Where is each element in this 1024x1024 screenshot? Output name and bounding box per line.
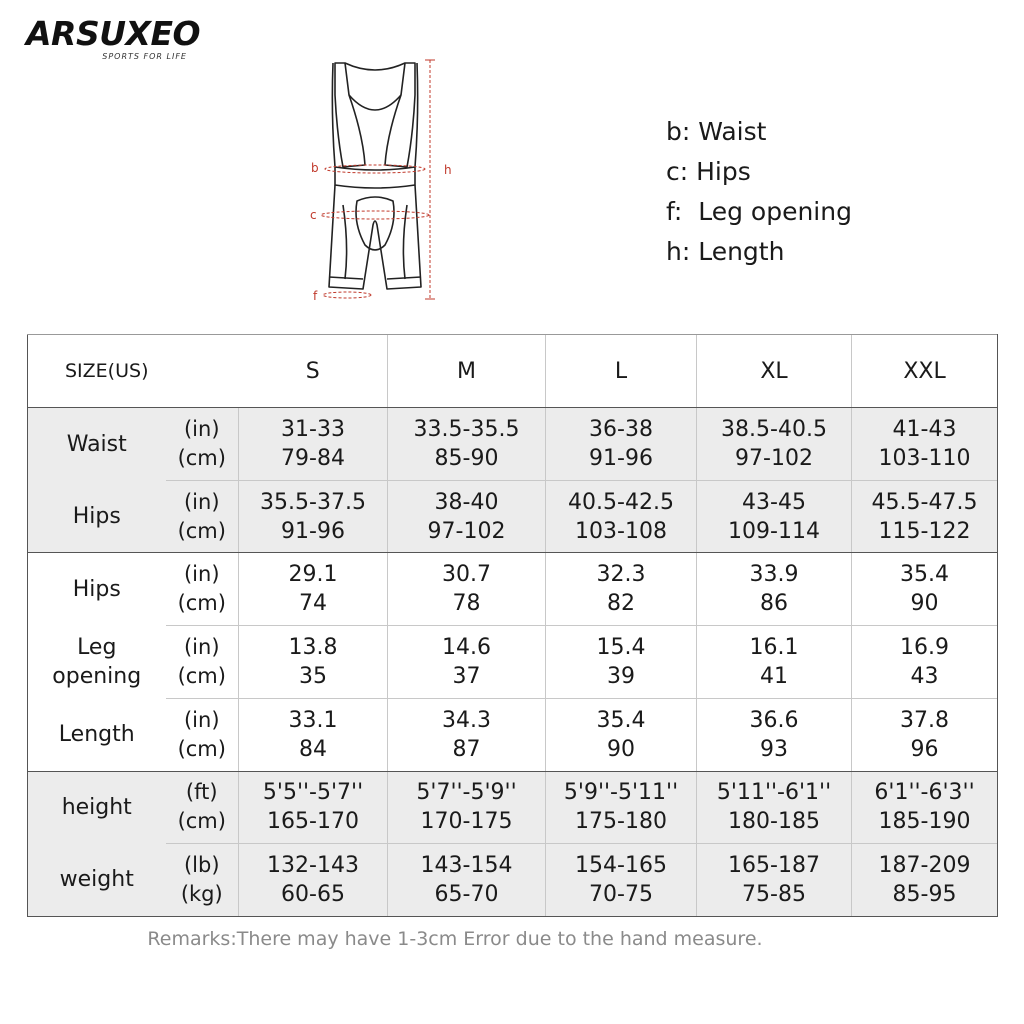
value-primary: 40.5-42.5 xyxy=(568,489,674,515)
value-secondary: 43 xyxy=(910,663,939,689)
value-primary: 45.5-47.5 xyxy=(871,489,978,515)
size-header-cell: M xyxy=(388,335,546,408)
value-cell xyxy=(388,771,546,844)
value-secondary: 103-108 xyxy=(575,518,667,544)
value-primary: 13.8 xyxy=(288,634,338,660)
value-cell xyxy=(239,626,388,699)
unit-label: (cm) xyxy=(177,809,226,834)
value-secondary: 86 xyxy=(760,591,789,617)
value-cell xyxy=(697,844,852,917)
measurement-label-line: Length xyxy=(58,721,135,747)
value-primary: 165-187 xyxy=(728,853,820,879)
value-cell xyxy=(852,553,998,626)
value-primary: 143-154 xyxy=(420,853,513,879)
value-primary: 33.1 xyxy=(288,707,338,733)
value-secondary: 85-95 xyxy=(892,882,957,908)
value-primary: 38.5-40.5 xyxy=(721,416,827,442)
legend-item: h: Length xyxy=(666,237,785,266)
unit-label: (cm) xyxy=(177,445,226,470)
value-secondary: 115-122 xyxy=(878,518,971,544)
unit-cell xyxy=(166,698,239,771)
unit-label: (lb) xyxy=(183,853,220,878)
value-primary: 154-165 xyxy=(575,853,667,879)
remarks-note: Remarks:There may have 1-3cm Error due to the hand measure. xyxy=(147,928,763,950)
value-cell xyxy=(697,480,852,553)
unit-cell xyxy=(166,771,239,844)
measurement-label xyxy=(28,626,166,699)
value-primary: 6'1''-6'3'' xyxy=(874,780,975,806)
value-secondary: 85-90 xyxy=(434,445,499,471)
value-primary: 35.4 xyxy=(596,707,646,733)
size-column-label: SIZE(US) xyxy=(28,335,239,408)
table-row xyxy=(28,844,998,917)
value-primary: 31-33 xyxy=(281,416,345,442)
measurement-label-line: Leg xyxy=(77,634,117,660)
measurement-label-line: opening xyxy=(52,663,142,689)
size-header-cell: L xyxy=(546,335,697,408)
bib-shorts-diagram xyxy=(305,55,465,305)
value-primary: 34.3 xyxy=(442,707,491,733)
value-cell xyxy=(239,771,388,844)
value-secondary: 96 xyxy=(910,736,939,762)
brand-name: ARSUXEO xyxy=(26,14,201,53)
unit-label: (in) xyxy=(183,562,220,587)
measurement-label xyxy=(28,844,166,917)
table-header-row xyxy=(28,335,998,408)
table-row xyxy=(28,408,998,481)
value-primary: 29.1 xyxy=(288,562,338,588)
measurement-label-line: Hips xyxy=(72,503,121,529)
value-cell xyxy=(697,698,852,771)
measurement-legend xyxy=(666,112,852,272)
value-cell xyxy=(852,480,998,553)
diagram-label-b: b xyxy=(311,161,319,175)
unit-label: (ft) xyxy=(185,780,218,805)
value-primary: 38-40 xyxy=(434,489,499,515)
value-cell xyxy=(239,553,388,626)
value-secondary: 70-75 xyxy=(589,882,653,908)
value-primary: 187-209 xyxy=(878,853,971,879)
unit-label: (in) xyxy=(183,634,220,659)
table-row xyxy=(28,626,998,699)
value-cell xyxy=(697,771,852,844)
value-secondary: 165-170 xyxy=(267,809,359,835)
value-primary: 36-38 xyxy=(589,416,653,442)
measurement-label-line: height xyxy=(61,795,132,821)
value-secondary: 103-110 xyxy=(878,445,971,471)
value-cell xyxy=(239,408,388,481)
diagram-label-h: h xyxy=(444,163,452,177)
unit-cell xyxy=(166,844,239,917)
unit-label: (in) xyxy=(183,489,220,514)
unit-cell xyxy=(166,553,239,626)
value-secondary: 35 xyxy=(299,663,328,689)
value-secondary: 87 xyxy=(452,736,481,762)
value-primary: 132-143 xyxy=(267,853,359,879)
unit-label: (in) xyxy=(183,416,220,441)
value-cell xyxy=(546,844,697,917)
value-secondary: 91-96 xyxy=(589,445,653,471)
value-primary: 5'7''-5'9'' xyxy=(416,780,517,806)
unit-label: (cm) xyxy=(177,591,226,616)
legend-item: c: Hips xyxy=(666,157,751,186)
value-secondary: 170-175 xyxy=(420,809,513,835)
unit-cell xyxy=(166,626,239,699)
value-cell xyxy=(546,626,697,699)
value-secondary: 175-180 xyxy=(575,809,667,835)
value-primary: 15.4 xyxy=(596,634,646,660)
value-secondary: 65-70 xyxy=(434,882,499,908)
value-secondary: 41 xyxy=(760,663,789,689)
measurement-label xyxy=(28,553,166,626)
value-secondary: 37 xyxy=(452,663,481,689)
measurement-label-line: Hips xyxy=(72,577,121,602)
value-cell xyxy=(852,771,998,844)
value-secondary: 82 xyxy=(607,591,636,617)
measurement-label-line: Waist xyxy=(66,431,127,457)
value-cell xyxy=(697,626,852,699)
table-row xyxy=(28,553,998,626)
value-primary: 5'5''-5'7'' xyxy=(262,780,364,806)
value-primary: 35.5-37.5 xyxy=(260,489,366,515)
size-header-cell: XXL xyxy=(852,335,998,408)
measurement-label-line: weight xyxy=(59,867,134,893)
value-cell xyxy=(239,698,388,771)
value-primary: 30.7 xyxy=(442,562,491,588)
legend-item: b: Waist xyxy=(666,117,767,146)
value-secondary: 39 xyxy=(607,663,636,689)
value-primary: 16.9 xyxy=(900,634,949,660)
value-primary: 32.3 xyxy=(596,562,646,588)
value-cell xyxy=(852,408,998,481)
value-secondary: 79-84 xyxy=(281,445,345,471)
value-primary: 5'9''-5'11'' xyxy=(563,780,679,806)
size-chart-table xyxy=(27,334,998,917)
unit-label: (cm) xyxy=(177,518,226,543)
value-cell xyxy=(546,771,697,844)
unit-label: (kg) xyxy=(180,882,223,907)
value-secondary: 185-190 xyxy=(878,809,971,835)
size-header-cell: XL xyxy=(697,335,852,408)
size-header-cell: S xyxy=(239,335,388,408)
diagram-label-f: f xyxy=(313,289,318,303)
value-primary: 33.9 xyxy=(749,562,799,588)
value-primary: 5'11''-6'1'' xyxy=(716,780,832,806)
value-secondary: 90 xyxy=(910,591,939,617)
value-cell xyxy=(388,844,546,917)
value-primary: 36.6 xyxy=(749,707,799,733)
value-primary: 43-45 xyxy=(742,489,806,515)
value-cell xyxy=(852,626,998,699)
measurement-label xyxy=(28,408,166,481)
unit-label: (cm) xyxy=(177,736,226,761)
value-cell xyxy=(546,480,697,553)
table-row xyxy=(28,771,998,844)
value-cell xyxy=(388,408,546,481)
value-cell xyxy=(546,553,697,626)
value-cell xyxy=(697,553,852,626)
value-cell xyxy=(852,844,998,917)
value-cell xyxy=(852,698,998,771)
value-secondary: 97-102 xyxy=(427,518,506,544)
table-row xyxy=(28,698,998,771)
value-cell xyxy=(388,698,546,771)
value-secondary: 84 xyxy=(299,736,328,762)
table-row xyxy=(28,480,998,553)
value-cell xyxy=(239,480,388,553)
value-primary: 33.5-35.5 xyxy=(413,416,520,442)
unit-label: (in) xyxy=(183,707,220,732)
value-secondary: 75-85 xyxy=(742,882,806,908)
value-cell xyxy=(388,626,546,699)
value-cell xyxy=(388,553,546,626)
diagram-label-c: c xyxy=(310,208,317,222)
value-secondary: 78 xyxy=(452,591,481,617)
value-cell xyxy=(239,844,388,917)
measurement-label xyxy=(28,771,166,844)
unit-label: (cm) xyxy=(177,663,226,688)
value-secondary: 91-96 xyxy=(281,518,345,544)
value-secondary: 109-114 xyxy=(728,518,820,544)
value-secondary: 74 xyxy=(299,591,328,617)
value-primary: 37.8 xyxy=(900,707,949,733)
value-primary: 16.1 xyxy=(749,634,799,660)
brand-tagline: SPORTS FOR LIFE xyxy=(102,52,187,61)
value-cell xyxy=(388,480,546,553)
legend-item: f: Leg opening xyxy=(666,197,852,226)
value-secondary: 93 xyxy=(760,736,789,762)
measurement-label xyxy=(28,480,166,553)
measurement-label xyxy=(28,698,166,771)
brand-logo xyxy=(26,14,201,66)
value-secondary: 90 xyxy=(607,736,636,762)
value-cell xyxy=(697,408,852,481)
value-primary: 14.6 xyxy=(442,634,491,660)
value-cell xyxy=(546,408,697,481)
value-secondary: 60-65 xyxy=(281,882,345,908)
value-primary: 35.4 xyxy=(900,562,949,588)
unit-cell xyxy=(166,480,239,553)
value-secondary: 97-102 xyxy=(735,445,813,471)
value-cell xyxy=(546,698,697,771)
unit-cell xyxy=(166,408,239,481)
value-secondary: 180-185 xyxy=(728,809,820,835)
value-primary: 41-43 xyxy=(892,416,957,442)
